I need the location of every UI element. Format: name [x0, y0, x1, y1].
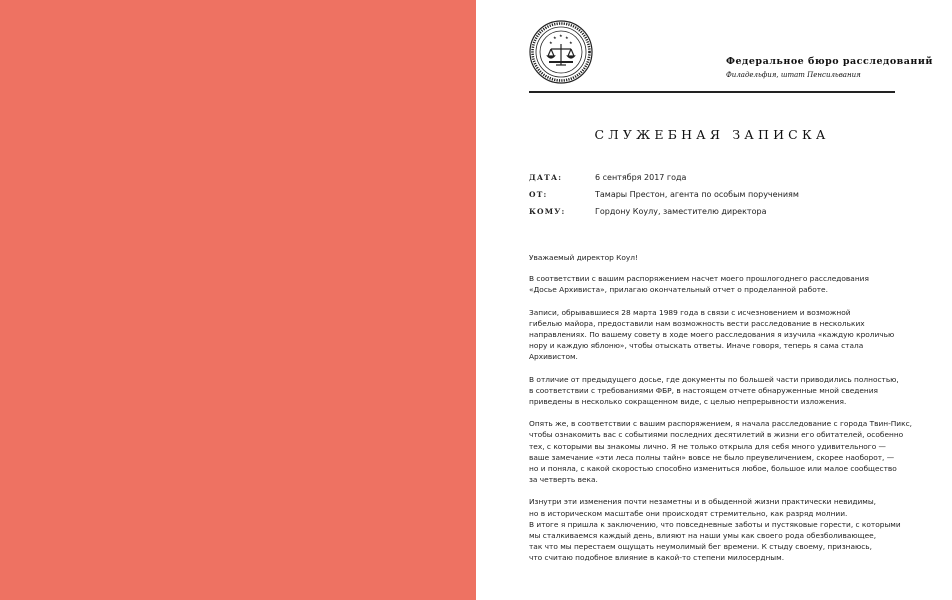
to-label: КОМУ: — [529, 207, 566, 216]
body-line: В отличие от предыдущего досье, где документы по большей части приводились полностью, — [529, 374, 899, 384]
body-line: Опять же, в соответствии с вашим распоряжением, я начала расследование с города Твин-Пикс, — [529, 419, 912, 429]
paragraph-4 — [529, 418, 912, 485]
body-line: так что мы перестаем ощущать неумолимый бег времени. К стыду своему, признаюсь, — [529, 542, 872, 552]
svg-text:★: ★ — [565, 35, 569, 40]
body-line: мы сталкиваемся каждый день, влияют на наши умы как своего рода обезболивающее, — [529, 531, 877, 541]
body-line: Изнутри эти изменения почти незаметны и в обыденной жизни практически невидимы, — [529, 497, 877, 507]
header-divider — [529, 91, 895, 93]
agency-location: Филадельфия, штат Пенсильвания — [726, 71, 861, 79]
from-label: ОТ: — [529, 190, 548, 199]
body-line: Записи, обрывавшиеся 28 марта 1989 года в связи с исчезновением и возможной — [529, 307, 851, 317]
paragraph-1 — [529, 273, 899, 295]
memo-page — [476, 0, 952, 600]
body-line: за четверть века. — [529, 475, 598, 485]
svg-text:★: ★ — [559, 33, 563, 38]
body-line: направлениях. По вашему совету в ходе моего расследования я изучила «каждую кроличью — [529, 330, 895, 340]
body-line: тех, с которыми вы знакомы лично. Я не только открыла для себя много удивительного — — [529, 441, 886, 451]
body-line: «Досье Архивиста», прилагаю окончательный отчет о проделанной работе. — [529, 285, 828, 295]
svg-text:★: ★ — [553, 35, 557, 40]
body-line: Архивистом. — [529, 352, 578, 362]
body-line: чтобы ознакомить вас с событиями последних десятилетий в жизни его обитателей, особенно — [529, 430, 904, 440]
body-line: гибелью майора, предоставили нам возможность вести расследование в нескольких — [529, 318, 865, 328]
body-line: но и поняла, с какой скоростью способно измениться любое, большое или малое сообщество — [529, 464, 897, 474]
fbi-seal-icon — [529, 20, 593, 84]
paragraph-5 — [529, 496, 899, 563]
svg-text:★: ★ — [549, 40, 553, 45]
greeting: Уважаемый директор Коул! — [529, 253, 638, 262]
body-line: приведены в несколько сокращенном виде, с целью непрерывности изложения. — [529, 397, 847, 407]
to-value: Гордону Коулу, заместителю директора — [595, 207, 767, 216]
svg-text:★: ★ — [569, 40, 573, 45]
agency-name: Федеральное бюро расследований — [726, 56, 933, 67]
memo-title: СЛУЖЕБНАЯ ЗАПИСКА — [594, 127, 830, 142]
body-line: но в историческом масштабе они происходят стремительно, как разряд молнии. — [529, 508, 848, 518]
body-line: В итоге я пришла к заключению, что повседневные заботы и пустяковые горести, с которыми — [529, 519, 901, 529]
body-line: В соответствии с вашим распоряжением насчет моего прошлогоднего расследования — [529, 274, 869, 284]
from-value: Тамары Престон, агента по особым поручениям — [595, 190, 799, 199]
agency-header — [726, 56, 933, 79]
date-value: 6 сентября 2017 года — [595, 173, 687, 182]
body-line: ваше замечание «эти леса полны тайн» вовсе не было преувеличением, скорее наоборот, — — [529, 452, 895, 462]
body-line: что считаю подобное влияние в какой-то степени милосердным. — [529, 553, 785, 563]
paragraph-3 — [529, 374, 899, 408]
body-line: нору и каждую яблоню», чтобы отыскать ответы. Иначе говоря, теперь я сама стала — [529, 341, 864, 351]
body-line: в соответствии с требованиями ФБР, в настоящем отчете обнаруженные мной сведения — [529, 385, 878, 395]
memo-body — [529, 252, 912, 575]
date-label: ДАТА: — [529, 173, 563, 182]
paragraph-2 — [529, 307, 899, 363]
